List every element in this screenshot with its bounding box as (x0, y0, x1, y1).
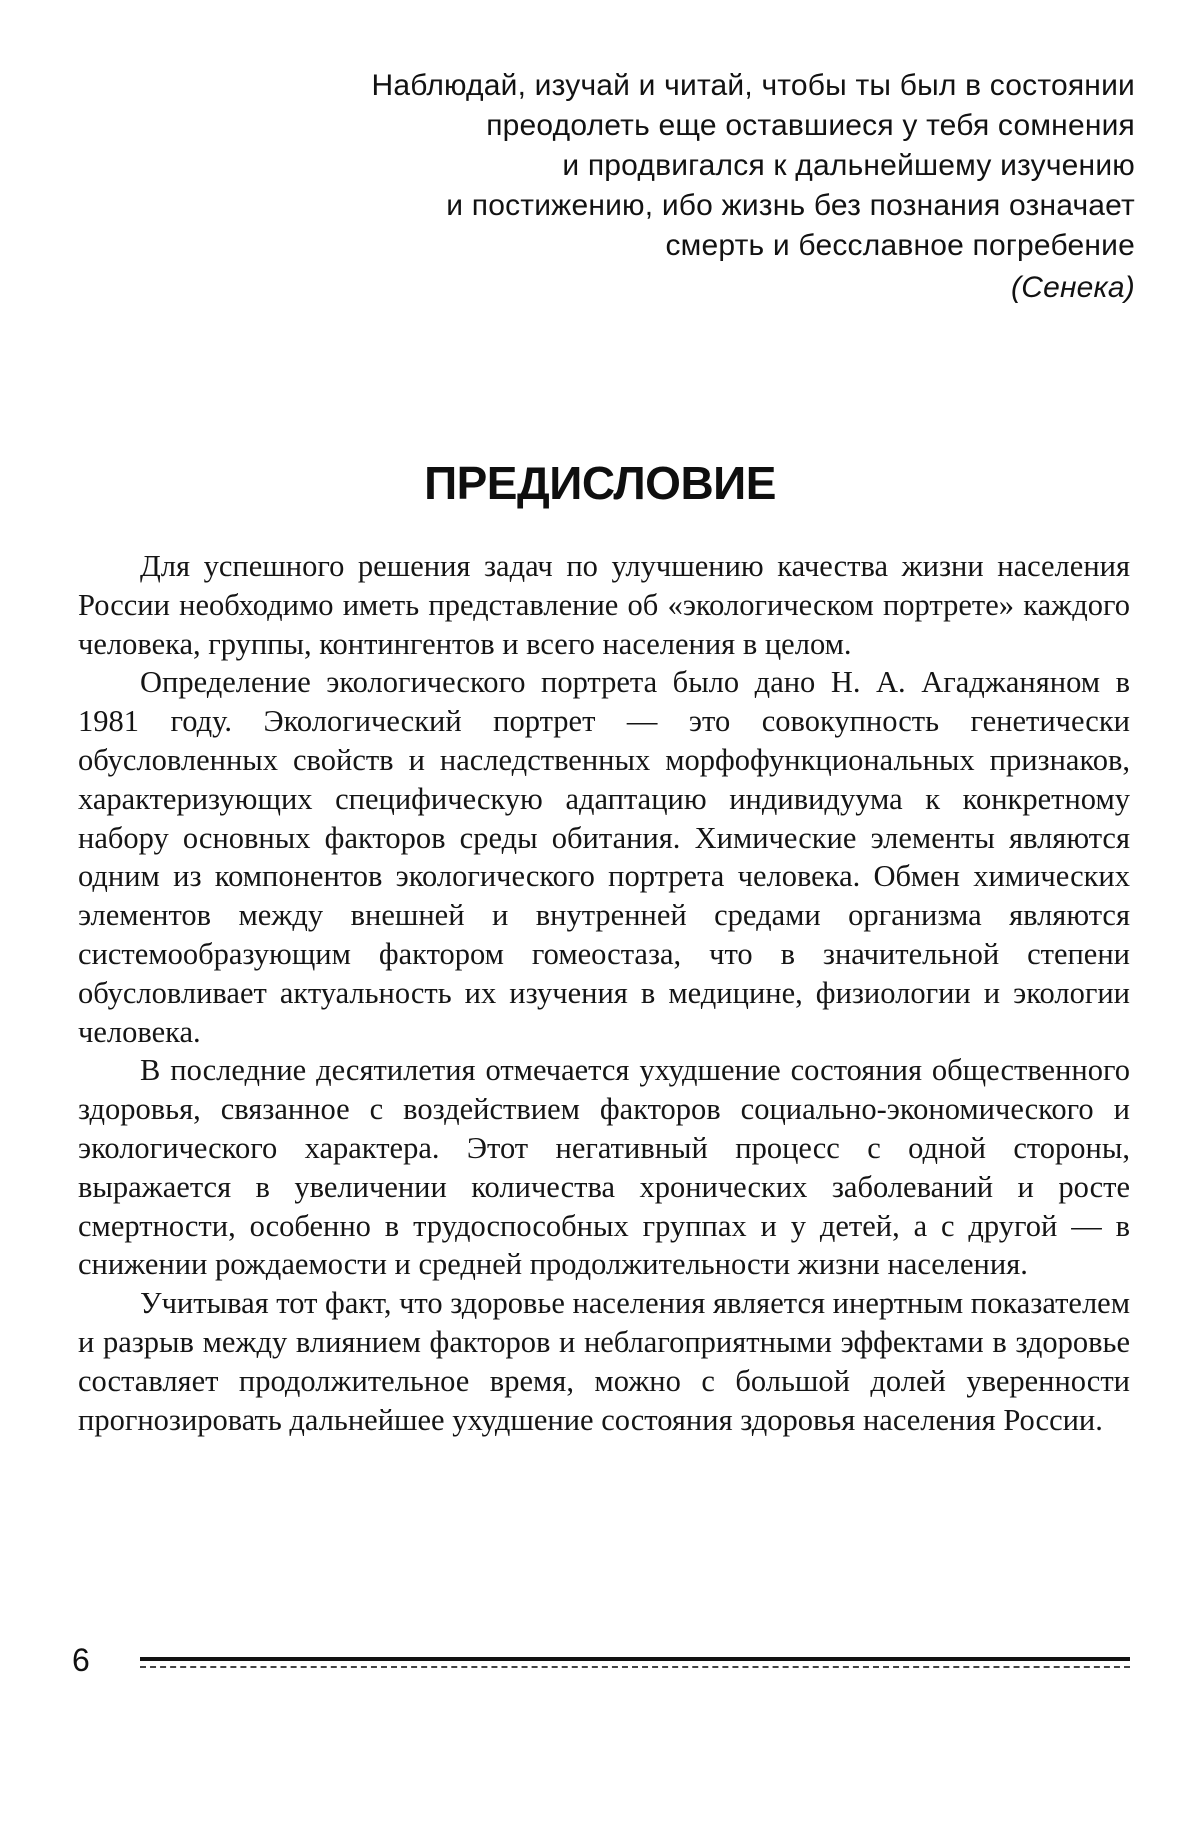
body-text (78, 547, 1130, 1439)
footer-rule (140, 1657, 1130, 1673)
section-heading: ПРЕДИСЛОВИЕ (424, 457, 776, 509)
epigraph-line: Наблюдай, изучай и читай, чтобы ты был в состоянии (371, 69, 1135, 102)
paragraph: В последние десятилетия отмечается ухудшение состояния общественного здоровья, связанное с воздействием факторов социально-экономического и экологического характера. Этот негативный процесс с одной стороны, выражается в увеличении количества хронических заболеваний и росте смертности, особенно в трудоспособных группах и у детей, а с другой — в снижении рождаемости и средней продолжительности жизни населения. (78, 1053, 1130, 1282)
epigraph-line: смерть и бесславное погребение (665, 229, 1135, 262)
paragraph: Определение экологического портрета было дано Н. А. Агаджаняном в 1981 году. Экологический портрет — это совокупность генетически обусловленных свойств и наследственных морфофункциональных признаков, характеризующих специфическую адаптацию индивидуума к конкретному набору основных факторов среды обитания. Химические элементы являются одним из компонентов экологического портрета человека. Обмен химических элементов между внешней и внутренней средами организма являются системообразующим фактором гомеостаза, что в значительной степени обусловливает актуальность их изучения в медицине, физиологии и экологии человека. (78, 665, 1130, 1049)
epigraph-author: (Сенека) (1011, 271, 1135, 304)
footer-rule-thick-line (140, 1657, 1130, 1661)
epigraph (250, 66, 1135, 308)
epigraph-line: и продвигался к дальнейшему изучению (562, 149, 1135, 182)
paragraph: Для успешного решения задач по улучшению качества жизни населения России необходимо иметь представление об «экологическом портрете» каждого человека, группы, контингентов и всего населения в целом. (78, 549, 1130, 661)
footer-rule-thin-line (140, 1666, 1130, 1668)
epigraph-line: и постижению, ибо жизнь без познания означает (446, 189, 1135, 222)
paragraph: Учитывая тот факт, что здоровье населения является инертным показателем и разрыв между влиянием факторов и неблагоприятными эффектами в здоровье составляет продолжительное время, можно с большой долей уверенности прогнозировать дальнейшее ухудшение состояния здоровья населения России. (78, 1286, 1130, 1437)
epigraph-line: преодолеть еще оставшиеся у тебя сомнения (486, 109, 1135, 142)
page-number: 6 (72, 1642, 90, 1678)
